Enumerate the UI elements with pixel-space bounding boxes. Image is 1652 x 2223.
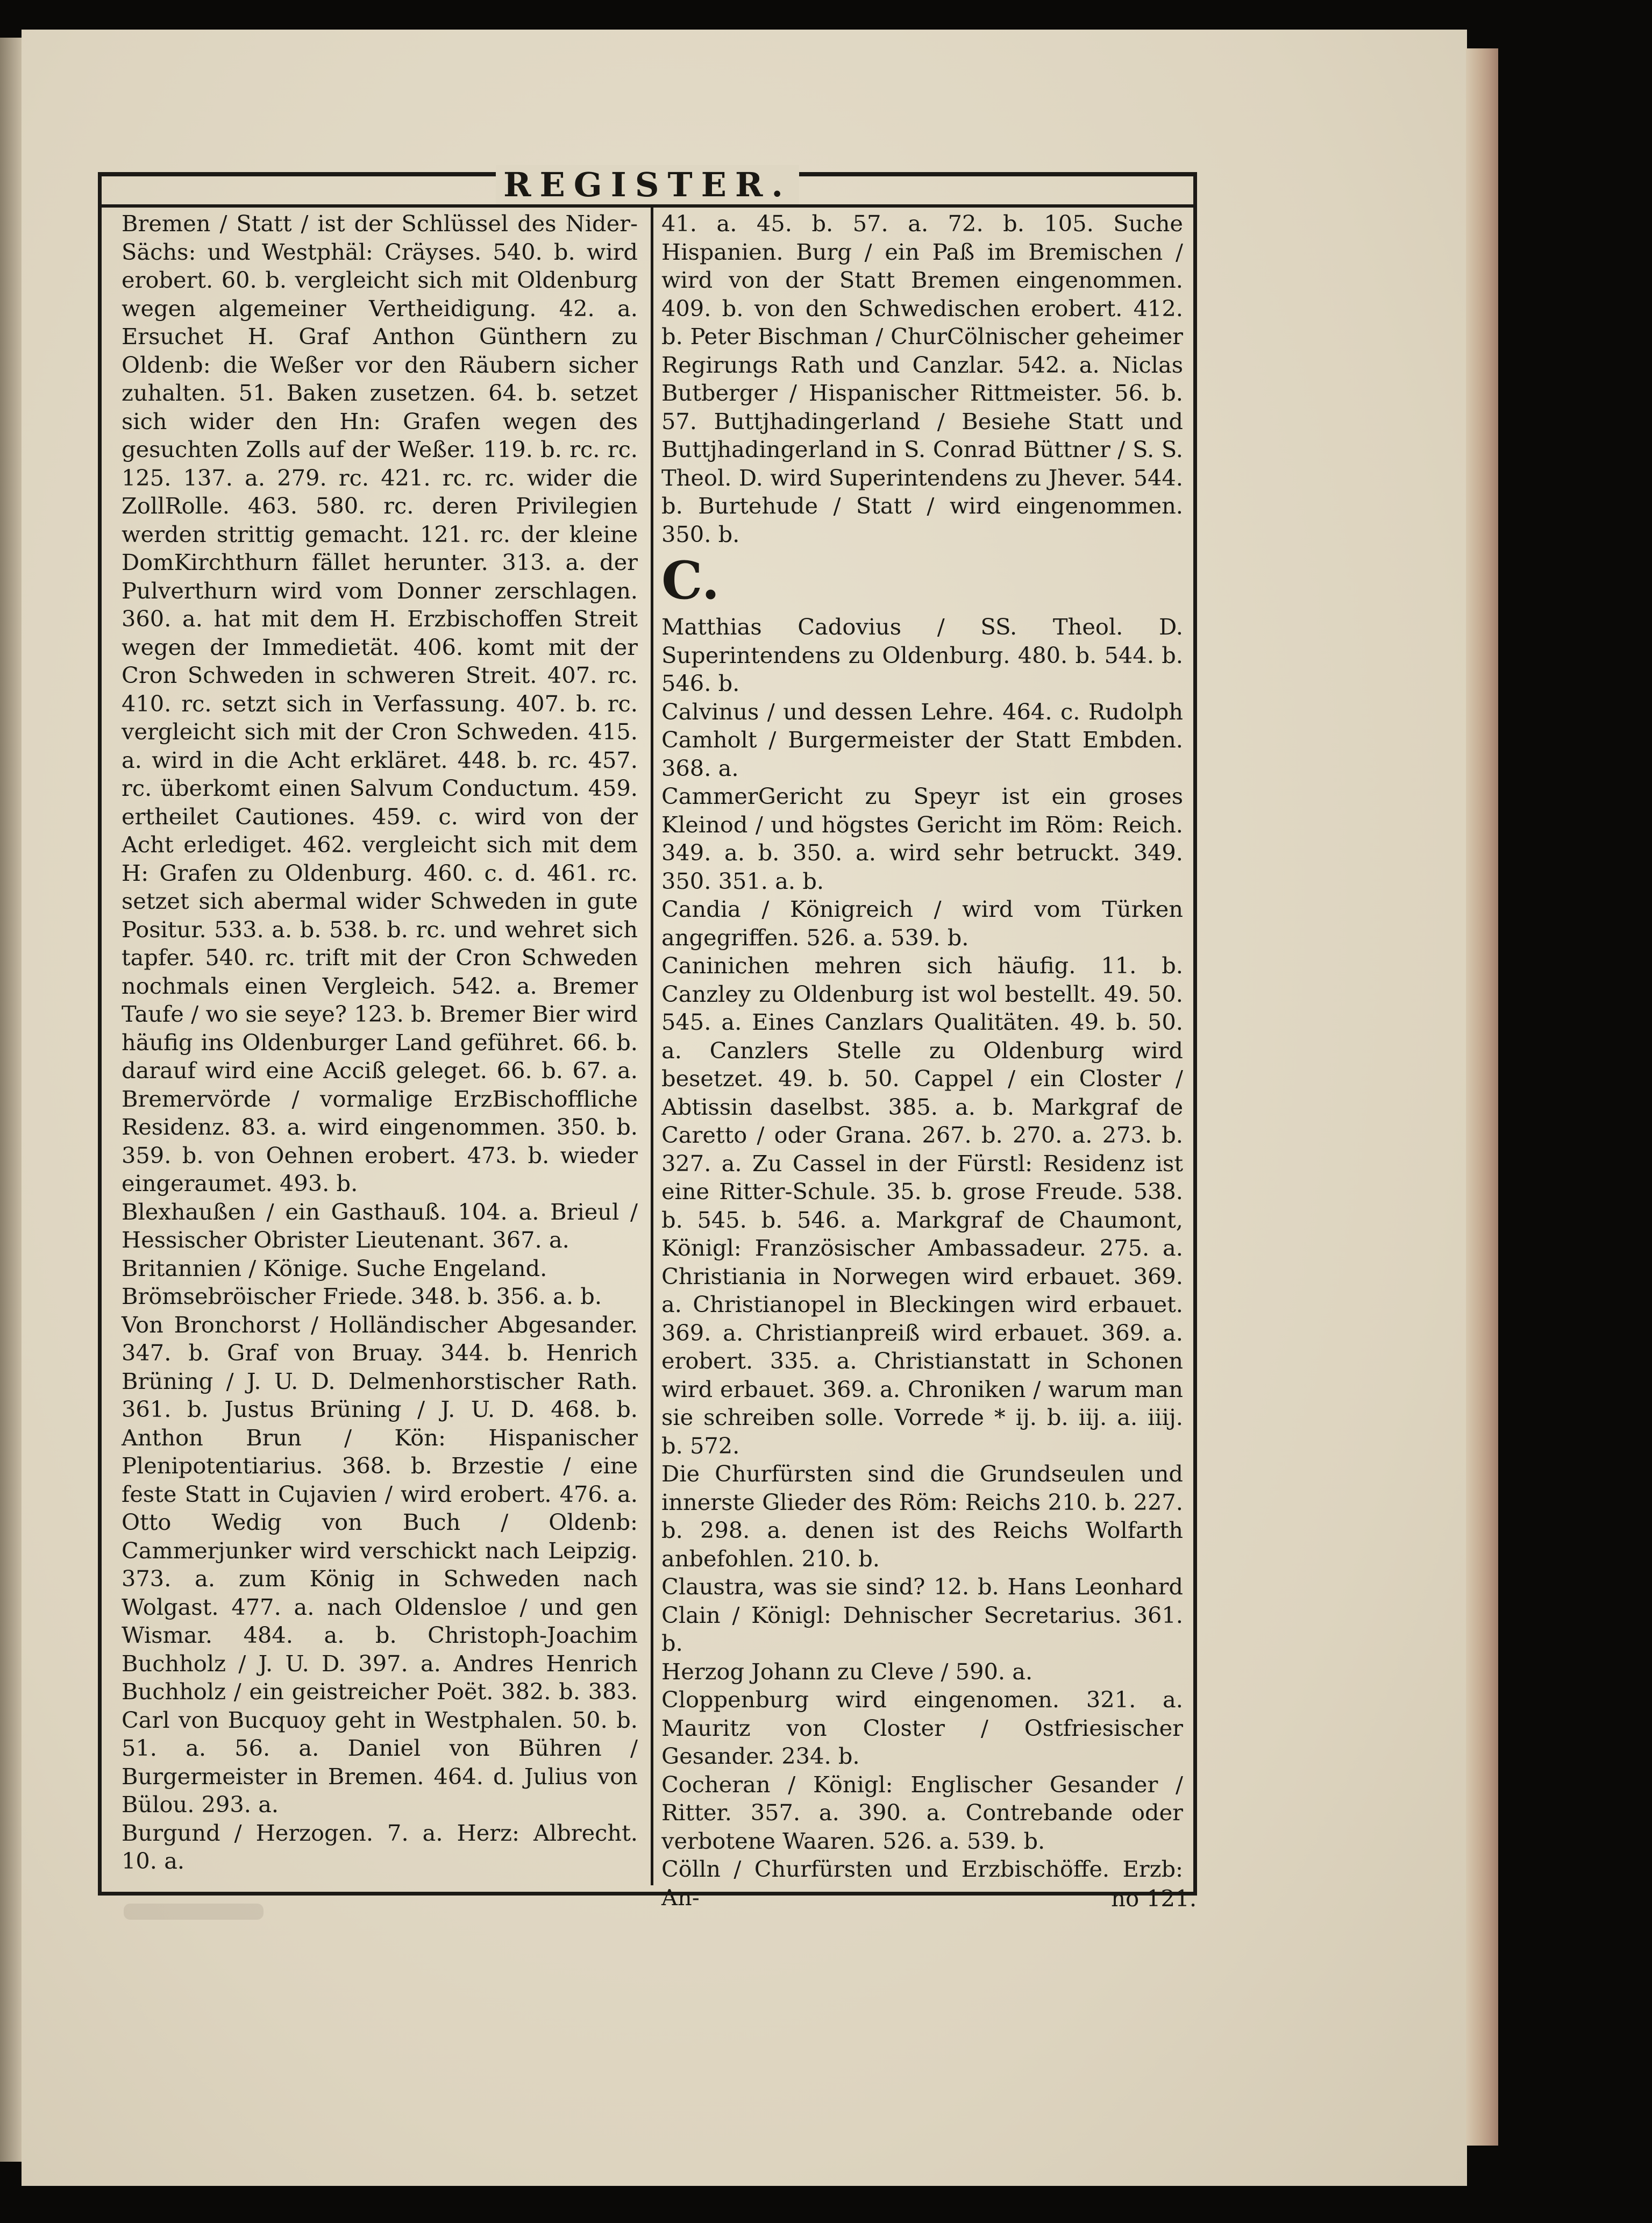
index-entry: Blexhaußen / ein Gasthauß. 104. a. Brieul / Hessischer Obrister Lieutenant. 367. a. bbox=[122, 1198, 638, 1253]
index-entry: Die Churfürsten sind die Grundseulen und innerste Glieder des Röm: Reichs 210. b. 227. b. 298. a. denen ist des Reichs Wolfarth anbefohlen. 210. b. bbox=[661, 1460, 1183, 1572]
page-header bbox=[98, 163, 1197, 206]
column-divider bbox=[651, 208, 653, 1885]
index-entry: Cloppenburg wird eingenomen. 321. a. Mauritz von Closter / Ostfriesischer Gesander. 234. b. bbox=[661, 1686, 1183, 1769]
index-entry: Calvinus / und dessen Lehre. 464. c. Rudolph Camholt / Burgermeister der Statt Embden. 368. a. bbox=[661, 698, 1183, 781]
index-entry: Von Bronchorst / Holländischer Abgesander. 347. b. Graf von Bruay. 344. b. Henrich Brüning / J. U. D. Delmenhorstischer Rath. 361. b. Justus Brüning / J. U. D. 468. b. Anthon Brun / Kön: Hispanischer Plenipotentiarius. 368. b. Brzestie / eine feste Statt in Cujavien / wird erobert. 476. a. Otto Wedig von Buch / Oldenb: Cammerjunker wird verschickt nach Leipzig. 373. a. zum König in Schweden nach Wolgast. 477. a. nach Oldensloe / und gen Wismar. 484. a. b. Christoph-Joachim Buchholz / J. U. D. 397. a. Andres Henrich Buchholz / ein geistreicher Poët. 382. b. 383. Carl von Bucquoy geht in Westphalen. 50. b. 51. a. 56. a. Daniel von Bühren / Burgermeister in Bremen. 464. d. Julius von Bülou. 293. a. bbox=[122, 1311, 638, 1818]
page-header-text: REGISTER. bbox=[496, 165, 799, 204]
catchword: no 121. bbox=[1111, 1885, 1197, 1912]
index-entry: Britannien / Könige. Suche Engeland. bbox=[122, 1255, 547, 1281]
ink-smudge bbox=[124, 1904, 264, 1920]
section-letter-heading: C. bbox=[661, 550, 720, 611]
index-entry: Bremen / Statt / ist der Schlüssel des Nider-Sächs: und Westphäl: Cräyses. 540. b. wird erobert. 60. b. vergleicht sich mit Oldenburg wegen algemeiner Vertheidigung. 42. a. Ersuchet H. Graf Anthon Günthern zu Oldenb: die Weßer vor den Räubern sicher zuhalten. 51. Baken zusetzen. 64. b. setzet sich wider den Hn: Grafen wegen des gesuchten Zolls auf der Weßer. 119. b. rc. rc. 125. 137. a. 279. rc. 421. rc. rc. wider die ZollRolle. 463. 580. rc. deren Privilegien werden strittig gemacht. 121. rc. der kleine DomKirchthurn fället herunter. 313. a. der Pulverthurn wird vom Donner zerschlagen. 360. a. hat mit dem H. Erzbischoffen Streit wegen der Immedietät. 406. komt mit der Cron Schweden in schweren Streit. 407. rc. 410. rc. setzt sich in Verfassung. 407. b. rc. vergleicht sich mit der Cron Schweden. 415. a. wird in die Acht erkläret. 448. b. rc. 457. rc. überkomt einen Salvum Conductum. 459. ertheilet Cautiones. 459. c. wird von der Acht erlediget. 462. vergleicht sich mit dem H: Grafen zu Oldenburg. 460. c. d. 461. rc. setzet sich abermal wider Schweden in gute Positur. 533. a. b. 538. b. rc. und wehret sich tapfer. 540. rc. trift mit der Cron Schweden nochmals einen Vergleich. 542. a. Bremer Taufe / wo sie seye? 123. b. Bremer Bier wird häufig ins Oldenburger Land geführet. 66. b. darauf wird eine Acciß geleget. 66. b. 67. a. Bremervörde / vormalige ErzBischoffliche Residenz. 83. a. wird eingenommen. 350. b. 359. b. von Oehnen erobert. 473. b. wieder eingeraumet. 493. b. bbox=[122, 210, 638, 1196]
index-entry: Cölln / Churfürsten und Erzbischöffe. Erzb: An- bbox=[661, 1856, 1183, 1911]
header-rule bbox=[102, 204, 1193, 208]
index-entry: Herzog Johann zu Cleve / 590. a. bbox=[661, 1658, 1033, 1685]
index-entry: Candia / Königreich / wird vom Türken angegriffen. 526. a. 539. b. bbox=[661, 896, 1183, 951]
index-entry: Matthias Cadovius / SS. Theol. D. Superintendens zu Oldenburg. 480. b. 544. b. 546. b. bbox=[661, 614, 1183, 696]
index-entry: 41. a. 45. b. 57. a. 72. b. 105. Suche Hispanien. Burg / ein Paß im Bremischen / wird von der Statt Bremen eingenommen. 409. b. von den Schwedischen erobert. 412. b. Peter Bischman / ChurCölnischer geheimer Regirungs Rath und Canzlar. 542. a. Niclas Butberger / Hispanischer Rittmeister. 56. b. 57. Buttjhadingerland / Besiehe Statt und Buttjhadingerland in S. Conrad Büttner / S. S. Theol. D. wird Superintendens zu Jhever. 544. b. Burtehude / Statt / wird eingenommen. 350. b. bbox=[661, 210, 1183, 547]
left-page-edge bbox=[0, 38, 23, 2162]
index-entry: Caninichen mehren sich häufig. 11. b. Canzley zu Oldenburg ist wol bestellt. 49. 50. 545. a. Eines Canzlars Qualitäten. 49. b. 50. a. Canzlers Stelle zu Oldenburg wird besetzet. 49. b. 50. Cappel / ein Closter / Abtissin daselbst. 385. a. b. Markgraf de Caretto / oder Grana. 267. b. 270. a. 273. b. 327. a. Zu Cassel in der Fürstl: Residenz ist eine Ritter-Schule. 35. b. grose Freude. 538. b. 545. b. 546. a. Markgraf de Chaumont, Königl: Französischer Ambassadeur. 275. a. Christiania in Norwegen wird erbauet. 369. a. Christianopel in Bleckingen wird erbauet. 369. a. Christianpreiß wird erbauet. 369. a. erobert. 335. a. Christianstatt in Schonen wird erbauet. 369. a. Chroniken / warum man sie schreiben solle. Vorrede * ij. b. iij. a. iiij. b. 572. bbox=[661, 952, 1183, 1459]
index-entry: Cocheran / Königl: Englischer Gesander / Ritter. 357. a. 390. a. Contrebande oder verbotene Waaren. 526. a. 539. b. bbox=[661, 1771, 1183, 1854]
right-column bbox=[661, 210, 1183, 1912]
index-entry: CammerGericht zu Speyr ist ein groses Kleinod / und högstes Gericht im Röm: Reich. 349. a. b. 350. a. wird sehr betruckt. 349. 350. 351. a. b. bbox=[661, 783, 1183, 894]
index-entry: Claustra, was sie sind? 12. b. Hans Leonhard Clain / Königl: Dehnischer Secretarius. 361. b. bbox=[661, 1573, 1183, 1656]
left-column bbox=[122, 210, 638, 1876]
index-entry: Burgund / Herzogen. 7. a. Herz: Albrecht. 10. a. bbox=[122, 1819, 638, 1874]
index-entry: Brömsebröischer Friede. 348. b. 356. a. b. bbox=[122, 1283, 602, 1309]
page-stack-edges bbox=[1466, 48, 1498, 2146]
